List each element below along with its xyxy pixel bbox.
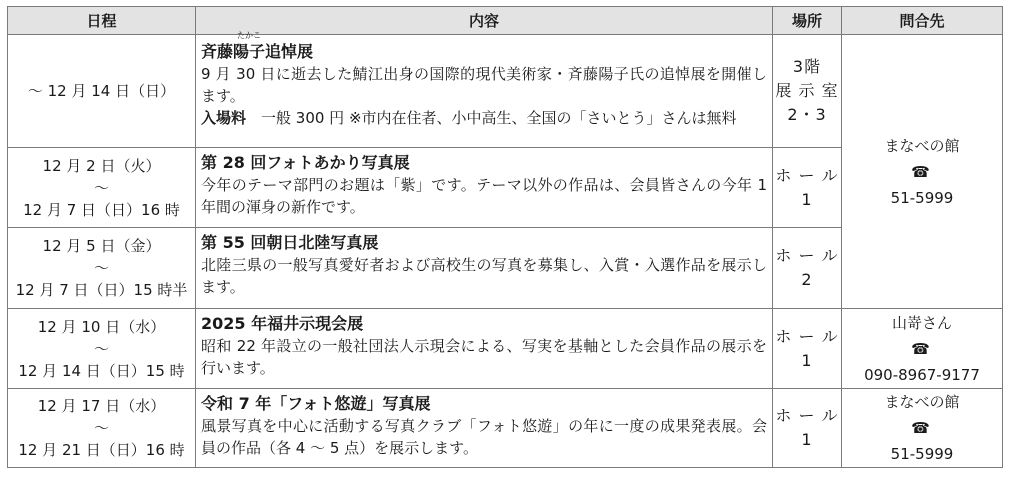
table-row (8, 389, 1003, 468)
contact-name: 山嵜さん (891, 313, 952, 332)
event-date: 12 月 5 日（金） ～ 12 月 7 日（日）15 時半 (8, 228, 196, 309)
event-title: 第 28 回フォトあかり写真展 (201, 153, 410, 172)
event-place: ホ ー ル 1 (773, 148, 842, 228)
event-content (196, 148, 773, 228)
event-content (196, 228, 773, 309)
phone-icon: ☎ (911, 339, 930, 358)
event-description: 風景写真を中心に活動する写真クラブ「フォト悠遊」の年に一度の成果発表展。会員の作品（各 4 ～ 5 点）を展示します。 (201, 417, 767, 457)
event-contact (842, 309, 1003, 389)
event-place: ホ ー ル 2 (773, 228, 842, 309)
contact-phone: ☎ 090-8967-9177 (842, 336, 1002, 388)
event-description: 今年のテーマ部門のお題は「紫」です。テーマ以外の作品は、会員皆さんの今年 1 年間の渾身の新作です。 (201, 176, 767, 216)
event-place: ホ ー ル 1 (773, 309, 842, 389)
contact-name: まなべの館 (884, 136, 960, 155)
event-schedule-table (7, 6, 1003, 468)
event-description: 9 月 30 日に逝去した鯖江出身の国際的現代美術家・斉藤陽子氏の追悼展を開催します。 (201, 65, 767, 105)
header-place: 場所 (773, 7, 842, 35)
event-title: 令和 7 年「フォト悠遊」写真展 (201, 394, 431, 413)
phone-icon: ☎ (911, 162, 930, 181)
event-title: 第 55 回朝日北陸写真展 (201, 233, 379, 252)
event-date: ～ 12 月 14 日（日） (8, 35, 196, 148)
event-place: 3階 展 示 室 2・3 (773, 35, 842, 148)
admission-fee: 入場料 一般 300 円 ※市内在住者、小中高生、全国の「さいとう」さんは無料 (201, 109, 737, 127)
event-title: 2025 年福井示現会展 (201, 314, 364, 333)
header-date: 日程 (8, 7, 196, 35)
event-content (196, 309, 773, 389)
event-date: 12 月 2 日（火） ～ 12 月 7 日（日）16 時 (8, 148, 196, 228)
table-row (8, 35, 1003, 148)
event-description: 北陸三県の一般写真愛好者および高校生の写真を募集し、入賞・入選作品を展示します。 (201, 256, 767, 296)
phone-icon: ☎ (911, 419, 930, 437)
event-date: 12 月 17 日（水） ～ 12 月 21 日（日）16 時 (8, 389, 196, 468)
header-content: 内容 (196, 7, 773, 35)
event-content (196, 389, 773, 468)
header-contact: 問合先 (842, 7, 1003, 35)
table-header-row (8, 7, 1003, 35)
contact-name: まなべの館 (884, 393, 960, 411)
event-description: 昭和 22 年設立の一般社団法人示現会による、写実を基軸とした会員作品の展示を行います。 (201, 337, 767, 377)
event-title: 斉藤 たかこ 陽子追悼展 (201, 31, 314, 61)
event-place: ホ ー ル 1 (773, 389, 842, 468)
event-contact (842, 35, 1003, 309)
event-date: 12 月 10 日（水） ～ 12 月 14 日（日）15 時 (8, 309, 196, 389)
contact-phone: ☎ 51-5999 (842, 159, 1002, 211)
event-contact (842, 389, 1003, 468)
event-content (196, 31, 773, 148)
table-row (8, 309, 1003, 389)
contact-phone: ☎ 51-5999 (842, 415, 1002, 467)
ruby-annotation: たかこ 陽子 (233, 31, 266, 61)
